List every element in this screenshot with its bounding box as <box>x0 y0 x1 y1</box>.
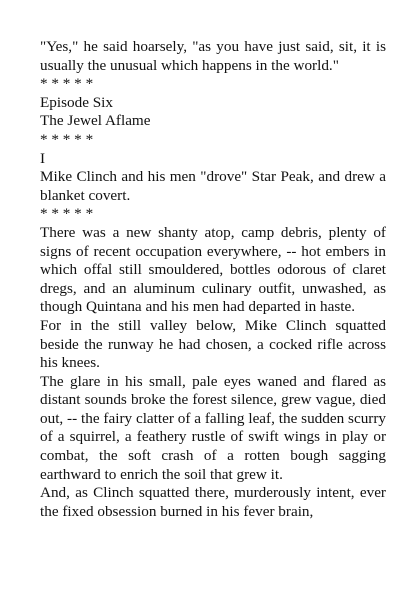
section-separator: * * * * * <box>40 130 94 148</box>
episode-label: Episode Six <box>40 93 113 111</box>
opening-quote: "Yes," he said hoarsely, "as you have just said, sit, it is usually the unusual which happens in the world." <box>40 38 386 74</box>
section-separator: * * * * * <box>40 75 94 93</box>
document-page <box>40 38 386 521</box>
paragraph: And, as Clinch squatted there, murderously intent, ever the fixed obsession burned in his fever brain, <box>40 484 386 520</box>
chapter-number: I <box>40 149 46 167</box>
section-separator: * * * * * <box>40 205 94 223</box>
paragraph: The glare in his small, pale eyes waned and flared as distant sounds broke the forest silence, grew vague, died out, -- the fairy clatter of a falling leaf, the sudden scurry of a squirrel, a feathery rustle of swift wings in play or combat, the soft crash of a rotten bough sagging earthward to enrich the soil that grew it. <box>40 372 386 483</box>
paragraph: There was a new shanty atop, camp debris, plenty of signs of recent occupation everywhere, -- hot embers in which offal still smouldered, bottles odorous of claret dregs, and an aluminum culinary outfit, unwashed, as though Quintana and his men had departed in haste. <box>40 223 386 316</box>
paragraph: Mike Clinch and his men "drove" Star Peak, and drew a blanket covert. <box>40 168 386 204</box>
episode-title: The Jewel Aflame <box>40 112 151 130</box>
paragraph: For in the still valley below, Mike Clinch squatted beside the runway he had chosen, a cocked rifle across his knees. <box>40 316 386 372</box>
